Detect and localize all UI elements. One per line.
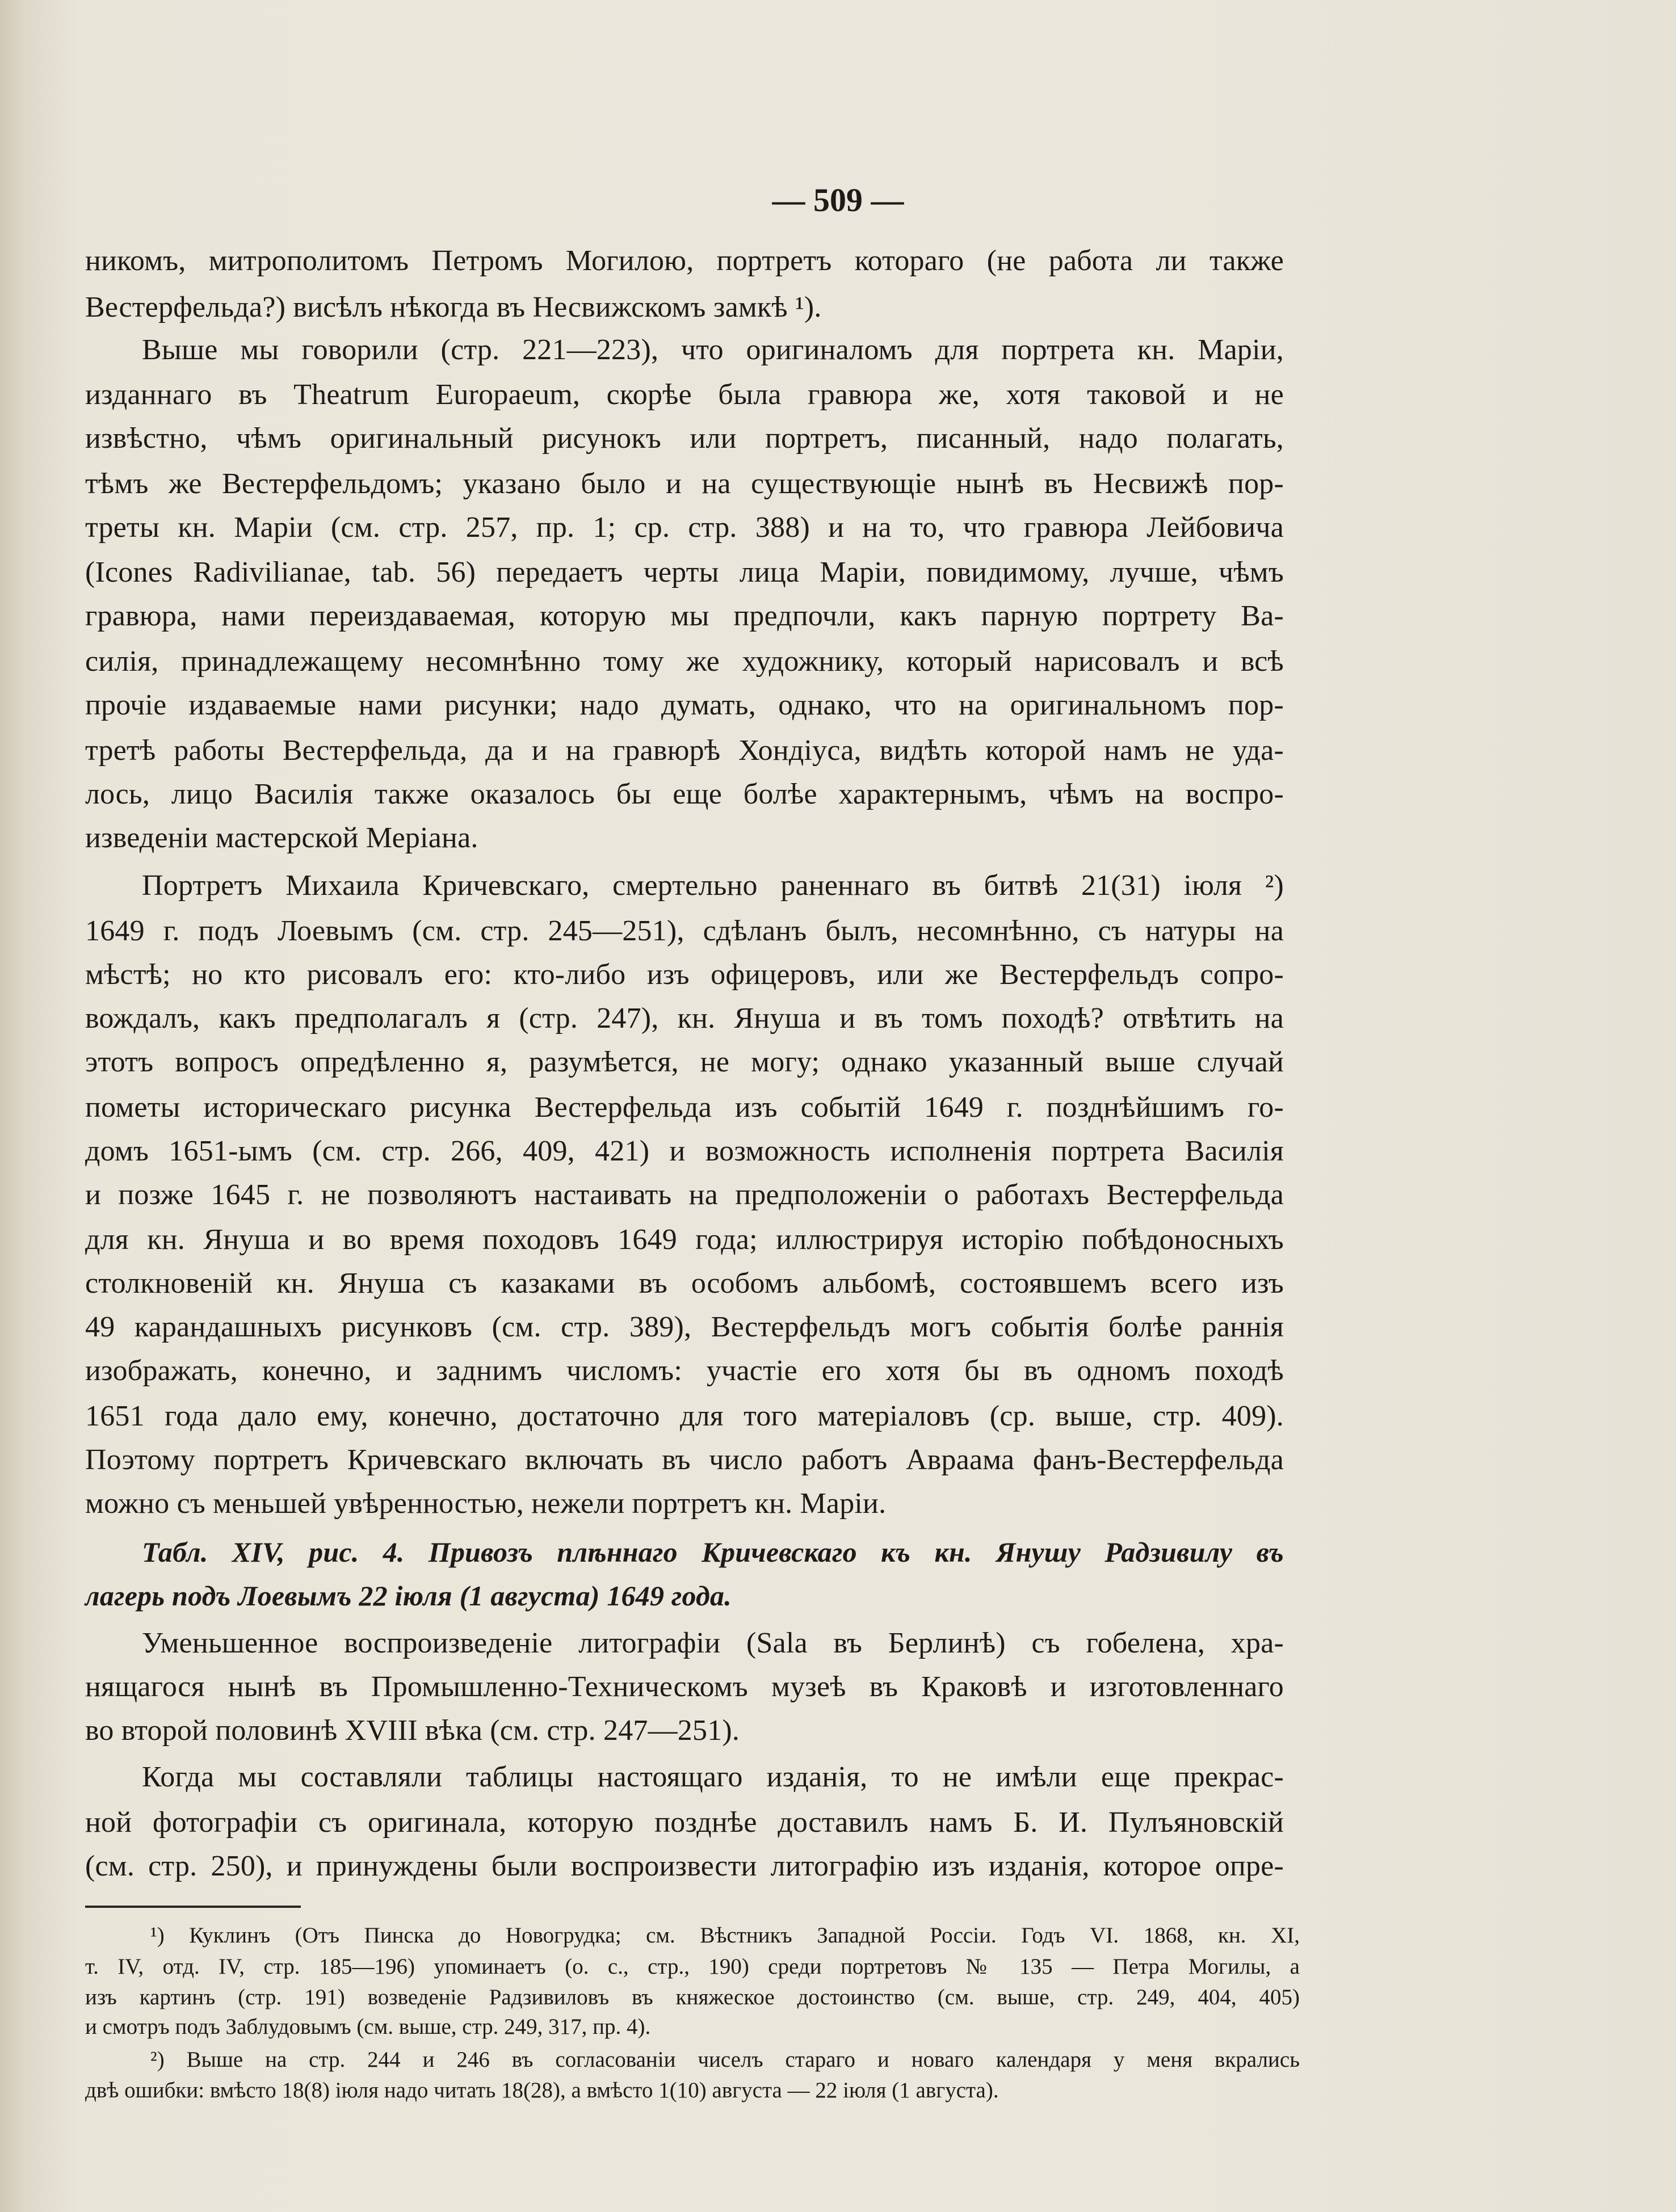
text-line: силія, принадлежащему несомнѣнно тому же художнику, который нарисовалъ и всѣ [85, 645, 1284, 678]
text-line: столкновеній кн. Януша съ казаками въ особомъ альбомѣ, состоявшемъ всего изъ [85, 1267, 1284, 1300]
text-line: треты кн. Маріи (см. стр. 257, пр. 1; ср. стр. 388) и на то, что гравюра Лейбовича [85, 511, 1284, 544]
text-line: во второй половинѣ XVIII вѣка (см. стр. 247—251). [85, 1714, 740, 1747]
text-line: вождалъ, какъ предполагалъ я (стр. 247), кн. Януша и въ томъ походѣ? отвѣтить на [85, 1002, 1284, 1034]
text-line: третѣ работы Вестерфельда, да и на гравюрѣ Хондіуса, видѣть которой намъ не уда- [85, 734, 1284, 767]
text-line: Уменьшенное воспроизведеніе литографіи (Sala въ Берлинѣ) съ гобелена, хра- [142, 1627, 1284, 1659]
figure-caption-line: лагерь подъ Лоевымъ 22 іюля (1 августа) 1649 года. [85, 1580, 732, 1612]
text-line: лось, лицо Василія также оказалось бы еще болѣе характернымъ, чѣмъ на воспро- [85, 778, 1284, 810]
text-line: никомъ, митрополитомъ Петромъ Могилою, портретъ котораго (не работа ли также [85, 245, 1284, 277]
footnote-line: изъ картинъ (стр. 191) возведеніе Радзивиловъ въ княжеское достоинство (см. выше, стр. 249, 404, 405) [85, 1985, 1300, 2009]
footnote-line: т. IV, отд. IV, стр. 185—196) упоминаетъ (о. с., стр., 190) среди портретовъ № 135 — Петра Могилы, а [85, 1954, 1300, 1979]
text-line: можно съ меньшей увѣренностью, нежели портретъ кн. Маріи. [85, 1487, 887, 1520]
figure-caption-line: Табл. XIV, рис. 4. Привозъ плѣннаго Кричевскаго къ кн. Янушу Радзивилу въ [142, 1536, 1284, 1568]
text-line: гравюра, нами переиздаваемая, которую мы предпочли, какъ парную портрету Ва- [85, 600, 1284, 632]
page-number: — 509 — [772, 182, 904, 218]
text-line: 49 карандашныхъ рисунковъ (см. стр. 389), Вестерфельдъ могъ событія болѣе раннія [85, 1311, 1284, 1343]
text-line: Поэтому портретъ Кричевскаго включать въ число работъ Авраама фанъ-Вестерфельда [85, 1444, 1284, 1476]
text-line: изображать, конечно, и заднимъ числомъ: участіе его хотя бы въ одномъ походѣ [85, 1355, 1284, 1387]
text-line: домъ 1651-ымъ (см. стр. 266, 409, 421) и возможность исполненія портрета Василія [85, 1135, 1284, 1167]
text-line: Выше мы говорили (стр. 221—223), что оригиналомъ для портрета кн. Маріи, [142, 334, 1284, 366]
text-line: мѣстѣ; но кто рисовалъ его: кто-либо изъ офицеровъ, или же Вестерфельдъ сопро- [85, 958, 1284, 991]
text-line: прочіе издаваемые нами рисунки; надо думать, однако, что на оригинальномъ пор- [85, 689, 1284, 721]
footnote-line: ¹) Куклинъ (Отъ Пинска до Новогрудка; см. Вѣстникъ Западной Россіи. Годъ VI. 1868, кн. XI, [150, 1923, 1300, 1948]
text-line: (см. стр. 250), и принуждены были воспроизвести литографію изъ изданія, которое опре- [85, 1850, 1284, 1882]
footnote-line: ²) Выше на стр. 244 и 246 въ согласованіи чиселъ стараго и новаго календаря у меня вкрались [150, 2047, 1300, 2072]
text-line: (Icones Radivilianae, tab. 56) передаетъ черты лица Маріи, повидимому, лучше, чѣмъ [85, 556, 1284, 588]
text-line: для кн. Януша и во время походовъ 1649 года; иллюстрируя исторію побѣдоносныхъ [85, 1223, 1284, 1256]
footnote-line: и смотръ подъ Заблудовымъ (см. выше, стр. 249, 317, пр. 4). [85, 2015, 651, 2039]
text-line: ной фотографіи съ оригинала, которую позднѣе доставилъ намъ Б. И. Пулъяновскій [85, 1806, 1284, 1839]
text-line: Когда мы составляли таблицы настоящаго изданія, то не имѣли еще прекрас- [142, 1761, 1284, 1793]
text-line: и позже 1645 г. не позволяютъ настаивать на предположеніи о работахъ Вестерфельда [85, 1179, 1284, 1211]
footnote-line: двѣ ошибки: вмѣсто 18(8) іюля надо читать 18(28), а вмѣсто 1(10) августа — 22 іюля (1 августа). [85, 2078, 999, 2102]
text-line: 1651 года дало ему, конечно, достаточно для того матеріаловъ (ср. выше, стр. 409). [85, 1400, 1284, 1432]
text-line: тѣмъ же Вестерфельдомъ; указано было и на существующіе нынѣ въ Несвижѣ пор- [85, 468, 1284, 500]
footnote-separator [85, 1906, 301, 1908]
text-line: Вестерфельда?) висѣлъ нѣкогда въ Несвижскомъ замкѣ ¹). [85, 291, 822, 323]
text-line: Портретъ Михаила Кричевскаго, смертельно раненнаго въ битвѣ 21(31) іюля ²) [142, 869, 1284, 902]
text-line: 1649 г. подъ Лоевымъ (см. стр. 245—251), сдѣланъ былъ, несомнѣнно, съ натуры на [85, 915, 1284, 947]
text-line: этотъ вопросъ опредѣленно я, разумѣется, не могу; однако указанный выше случай [85, 1046, 1284, 1078]
text-line: изданнаго въ Theatrum Europaeum, скорѣе была гравюра же, хотя таковой и не [85, 379, 1284, 411]
text-line: изведеніи мастерской Меріана. [85, 822, 478, 854]
text-line: нящагося нынѣ въ Промышленно-Техническомъ музеѣ въ Краковѣ и изготовленнаго [85, 1671, 1284, 1703]
text-line: пометы историческаго рисунка Вестерфельда изъ событій 1649 г. позднѣйшимъ го- [85, 1091, 1284, 1124]
text-line: извѣстно, чѣмъ оригинальный рисунокъ или портретъ, писанный, надо полагать, [85, 422, 1284, 455]
